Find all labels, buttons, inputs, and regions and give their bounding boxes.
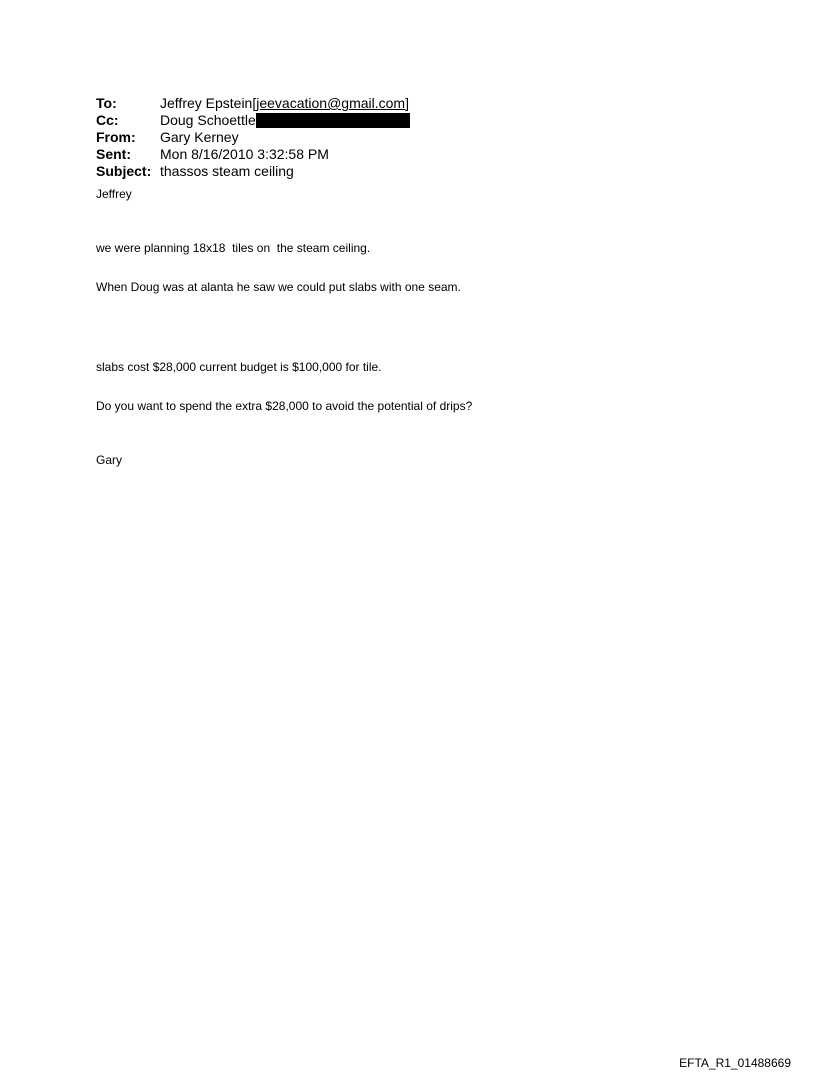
signature: Gary — [96, 453, 123, 467]
to-name: Jeffrey Epstein — [160, 95, 253, 111]
cc-name: Doug Schoettle — [160, 112, 256, 128]
document-id: EFTA_R1_01488669 — [679, 1056, 791, 1070]
body-line: When Doug was at alanta he saw we could put slabs with one seam. — [96, 280, 461, 294]
sent-label: Sent: — [96, 146, 131, 162]
to-label: To: — [96, 95, 117, 111]
from-label: From: — [96, 129, 136, 145]
body-paragraph-1 — [96, 216, 472, 320]
to-value — [160, 95, 409, 112]
header-row-to — [96, 95, 410, 112]
cc-value — [160, 112, 410, 129]
email-body — [96, 188, 472, 482]
subject-label: Subject: — [96, 163, 152, 179]
header-row-from — [96, 129, 410, 146]
sent-value: Mon 8/16/2010 3:32:58 PM — [160, 146, 329, 162]
body-line: we were planning 18x18 tiles on the steam ceiling. — [96, 241, 371, 255]
redaction-box — [256, 113, 410, 128]
body-paragraph-2 — [96, 335, 472, 439]
body-line: Do you want to spend the extra $28,000 to avoid the potential of drips? — [96, 399, 473, 413]
to-email-link[interactable]: [jeevacation@gmail.com] — [252, 95, 409, 111]
greeting: Jeffrey — [96, 187, 132, 201]
header-row-cc — [96, 112, 410, 129]
body-line: slabs cost $28,000 current budget is $100,000 for tile. — [96, 360, 382, 374]
email-headers — [96, 95, 410, 180]
header-row-sent — [96, 146, 410, 163]
from-value: Gary Kerney — [160, 129, 239, 145]
header-row-subject — [96, 163, 410, 180]
subject-value: thassos steam ceiling — [160, 163, 294, 179]
cc-label: Cc: — [96, 112, 119, 128]
